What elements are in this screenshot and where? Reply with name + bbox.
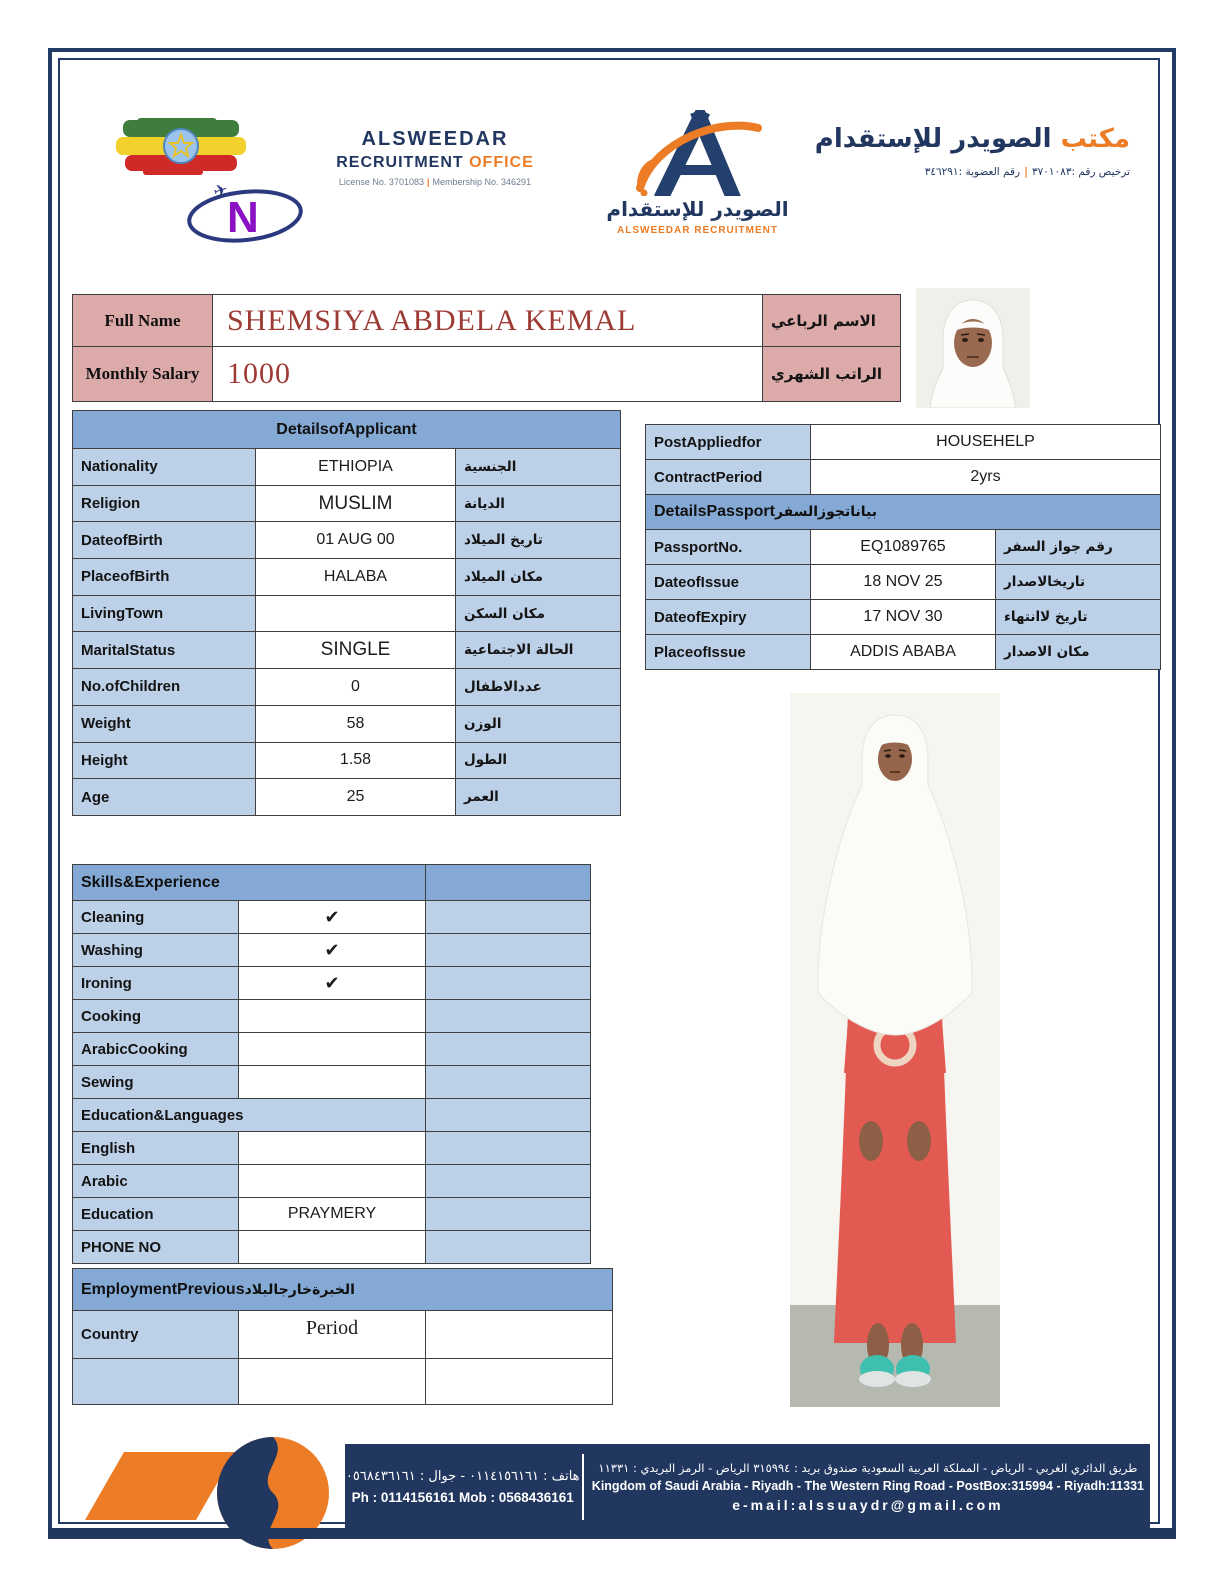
skill-cleaning-label: Cleaning (73, 901, 239, 934)
office-name-line1: ALSWEEDAR (361, 128, 509, 150)
alsweedar-logo-arabic: الصويدر للإستقدام (606, 197, 789, 221)
passport-title-english: DetailsPassport (654, 503, 775, 520)
date-of-issue-value: 18 NOV 25 (811, 565, 996, 600)
skill-washing-label: Washing (73, 934, 239, 967)
skill-ironing-spacer (426, 967, 591, 1000)
language-arabic-label: Arabic (73, 1165, 239, 1198)
details-row-maritalstatus-arabic: الحالة الاجتماعية (456, 632, 621, 669)
post-applied-value: HOUSEHELP (811, 425, 1161, 460)
employment-table (72, 1268, 613, 1405)
arabic-license-line (790, 166, 1130, 178)
passport-section-title (646, 495, 1161, 530)
skill-washing-spacer (426, 934, 591, 967)
skill-ironing-check: ✔ (239, 967, 426, 1000)
details-row-height-label: Height (73, 743, 256, 780)
svg-text:N: N (227, 193, 259, 242)
footer-phone-arabic: هاتف : ٠١١٤١٥٦١٦١ - جوال : ٠٥٦٨٤٣٦١٦١ (345, 1469, 580, 1484)
license-text (300, 177, 570, 187)
details-row-height-arabic: الطول (456, 743, 621, 780)
travel-agency-logo (172, 176, 318, 248)
details-row-religion-label: Religion (73, 486, 256, 523)
skills-table-title: Skills&Experience (73, 865, 426, 901)
language-english-spacer (426, 1132, 591, 1165)
footer-phone-block (345, 1444, 580, 1530)
monthly-salary-label: Monthly Salary (73, 347, 213, 402)
license-number: License No. 3701083 (338, 177, 424, 187)
details-row-nationality-label: Nationality (73, 449, 256, 486)
post-applied-label: PostAppliedfor (646, 425, 811, 460)
application-table (645, 424, 1161, 670)
office-name-office: OFFICE (469, 154, 534, 171)
details-row-placeofbirth-value: HALABA (256, 559, 456, 596)
monthly-salary-value: 1000 (213, 347, 763, 402)
education-section-title: Education&Languages (73, 1099, 426, 1132)
skill-cooking-spacer (426, 1000, 591, 1033)
svg-text:✈: ✈ (210, 179, 231, 204)
details-row-weight-label: Weight (73, 706, 256, 743)
arabic-title-office-word: مكتب (1060, 124, 1130, 154)
footer-address-arabic: طريق الدائري الغربي - الرياض - المملكة العربية السعودية صندوق بريد : ٣١٥٩٩٤ الرياض - الرمز البريدي : ١١٣٣١ (598, 1461, 1138, 1475)
details-row-placeofbirth-arabic: مكان الميلاد (456, 559, 621, 596)
details-table (72, 410, 621, 816)
details-row-dateofbirth-label: DateofBirth (73, 522, 256, 559)
details-row-dateofbirth-arabic: تاريخ الميلاد (456, 522, 621, 559)
date-of-issue-arabic: تاريخالاصدار (996, 565, 1161, 600)
office-title-block (300, 128, 570, 187)
date-of-issue-label: DateofIssue (646, 565, 811, 600)
footer-bar (345, 1444, 1150, 1530)
footer-phone-english: Ph : 0114156161 Mob : 0568436161 (351, 1490, 574, 1505)
details-row-weight-arabic: الوزن (456, 706, 621, 743)
full-name-value: SHEMSIYA ABDELA KEMAL (213, 295, 763, 347)
details-row-religion-value: MUSLIM (256, 486, 456, 523)
skill-sewing-check (239, 1066, 426, 1099)
education-level-spacer (426, 1198, 591, 1231)
education-level-value: PRAYMERY (239, 1198, 426, 1231)
employment-period-header: Period (239, 1311, 426, 1359)
employment-country-header: Country (73, 1311, 239, 1359)
date-of-expiry-value: 17 NOV 30 (811, 600, 996, 635)
employment-row-spacer (426, 1359, 613, 1405)
arabic-license: ترخيص رقم :٣٧٠١٠٨٣ (1031, 166, 1130, 178)
passport-no-value: EQ1089765 (811, 530, 996, 565)
details-row-weight-value: 58 (256, 706, 456, 743)
details-row-height-value: 1.58 (256, 743, 456, 780)
office-name-recruitment: RECRUITMENT (336, 154, 464, 171)
full-name-label: Full Name (73, 295, 213, 347)
skill-ironing-label: Ironing (73, 967, 239, 1000)
skill-cleaning-check: ✔ (239, 901, 426, 934)
employment-title-arabic: الخبرةخارجالبلاد (244, 1281, 355, 1298)
skill-sewing-spacer (426, 1066, 591, 1099)
details-row-livingtown-label: LivingTown (73, 596, 256, 633)
skill-cooking-check (239, 1000, 426, 1033)
passport-no-arabic: رقم جواز السفر (996, 530, 1161, 565)
skill-sewing-label: Sewing (73, 1066, 239, 1099)
employment-title-english: EmploymentPrevious (81, 1280, 245, 1298)
phone-no-label: PHONE NO (73, 1231, 239, 1264)
language-arabic-spacer (426, 1165, 591, 1198)
details-row-children-label: No.ofChildren (73, 669, 256, 706)
license-separator: | (426, 177, 430, 187)
details-row-placeofbirth-label: PlaceofBirth (73, 559, 256, 596)
passport-no-label: PassportNo. (646, 530, 811, 565)
details-table-title: DetailsofApplicant (73, 411, 621, 449)
date-of-expiry-label: DateofExpiry (646, 600, 811, 635)
details-row-livingtown-value (256, 596, 456, 633)
language-english-value (239, 1132, 426, 1165)
education-level-label: Education (73, 1198, 239, 1231)
phone-no-spacer (426, 1231, 591, 1264)
place-of-issue-arabic: مكان الاصدار (996, 635, 1161, 670)
date-of-expiry-arabic: تاريخ لاانتهاء (996, 600, 1161, 635)
details-row-dateofbirth-value: 01 AUG 00 (256, 522, 456, 559)
employment-row-period (239, 1359, 426, 1405)
details-row-children-value: 0 (256, 669, 456, 706)
details-row-livingtown-arabic: مكان السكن (456, 596, 621, 633)
details-row-maritalstatus-value: SINGLE (256, 632, 456, 669)
skill-arabiccooking-label: ArabicCooking (73, 1033, 239, 1066)
arabic-title-name: الصويدر للإستقدام (814, 124, 1052, 154)
footer-address-block (586, 1444, 1150, 1530)
bottom-rule (48, 1528, 1176, 1539)
fullbody-photo (790, 693, 1000, 1407)
phone-no-value (239, 1231, 426, 1264)
contract-period-value: 2yrs (811, 460, 1161, 495)
skill-cooking-label: Cooking (73, 1000, 239, 1033)
portrait-photo (916, 288, 1030, 408)
details-row-age-arabic: العمر (456, 779, 621, 816)
details-row-age-value: 25 (256, 779, 456, 816)
skill-cleaning-spacer (426, 901, 591, 934)
skill-washing-check: ✔ (239, 934, 426, 967)
education-header-spacer (426, 1099, 591, 1132)
employment-header-spacer (426, 1311, 613, 1359)
ethiopia-flag-logo (113, 116, 251, 182)
arabic-office-title (790, 124, 1130, 154)
alsweedar-logo-english: ALSWEEDAR RECRUITMENT (617, 225, 778, 236)
employment-table-title (73, 1269, 613, 1311)
alsweedar-logo (600, 110, 795, 236)
contract-period-label: ContractPeriod (646, 460, 811, 495)
footer-address-english: Kingdom of Saudi Arabia - Riyadh - The Western Ring Road - PostBox:315994 - Riyadh:11331 (591, 1479, 1144, 1493)
monthly-salary-label-arabic: الراتب الشهري (763, 347, 901, 402)
employment-row-country (73, 1359, 239, 1405)
details-row-age-label: Age (73, 779, 256, 816)
place-of-issue-value: ADDIS ABABA (811, 635, 996, 670)
language-english-label: English (73, 1132, 239, 1165)
details-row-maritalstatus-label: MaritalStatus (73, 632, 256, 669)
arabic-membership: رقم العضوية :٣٤٦٢٩١ (924, 166, 1021, 178)
details-row-nationality-arabic: الجنسية (456, 449, 621, 486)
passport-title-arabic: بياناتجوزالسفر (774, 504, 877, 520)
membership-number: Membership No. 346291 (432, 177, 532, 187)
full-name-label-arabic: الاسم الرباعي (763, 295, 901, 347)
skills-header-spacer (426, 865, 591, 901)
language-arabic-value (239, 1165, 426, 1198)
skills-table (72, 864, 591, 1264)
applicant-name-table (72, 294, 901, 402)
office-name-line2 (300, 154, 570, 172)
footer-email: e-mail:alssuaydr@gmail.com (732, 1497, 1004, 1513)
skill-arabiccooking-check (239, 1033, 426, 1066)
details-row-nationality-value: ETHIOPIA (256, 449, 456, 486)
alsweedar-logo-mark (600, 110, 795, 196)
details-row-religion-arabic: الديانة (456, 486, 621, 523)
details-row-children-arabic: عددالاطفال (456, 669, 621, 706)
arabic-license-separator: | (1024, 166, 1028, 178)
skill-arabiccooking-spacer (426, 1033, 591, 1066)
footer-divider (582, 1454, 583, 1520)
place-of-issue-label: PlaceofIssue (646, 635, 811, 670)
